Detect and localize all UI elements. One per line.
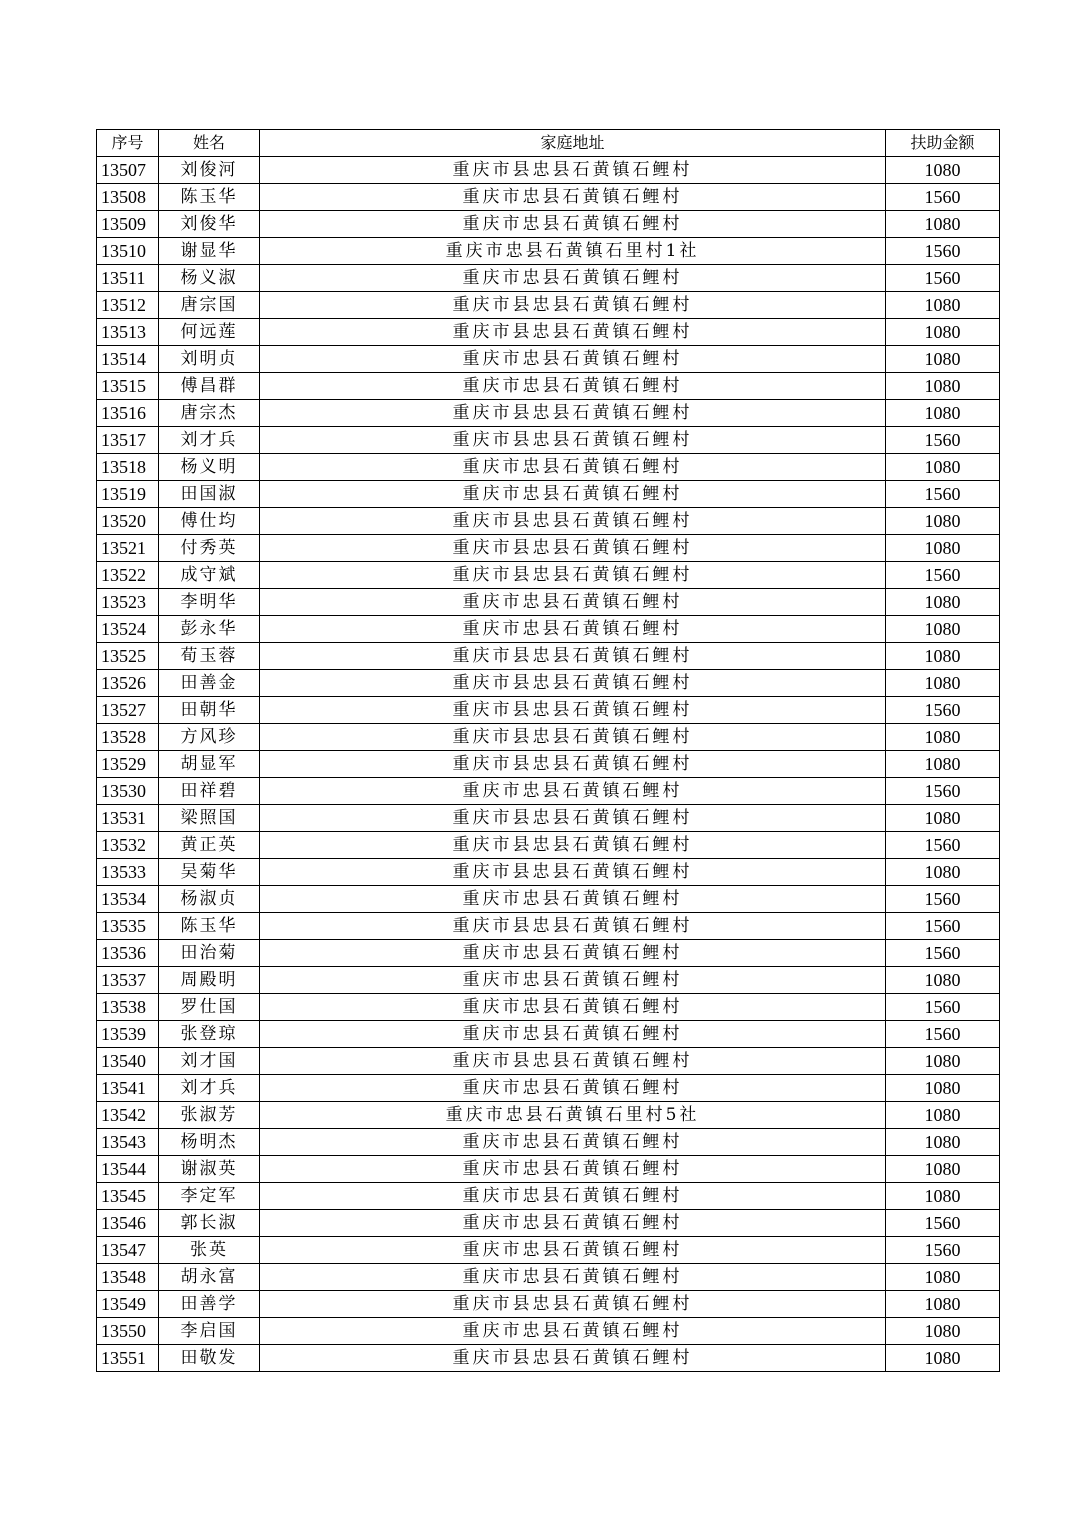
table-row <box>97 643 1000 670</box>
serial-number-cell: 13525 <box>97 643 159 670</box>
name-cell: 杨义淑 <box>159 265 260 292</box>
serial-number-cell: 13526 <box>97 670 159 697</box>
serial-number-cell: 13513 <box>97 319 159 346</box>
serial-number-cell: 13535 <box>97 913 159 940</box>
table-header <box>97 130 1000 157</box>
amount-cell: 1080 <box>886 1129 1000 1156</box>
address-cell: 重庆市忠县石黄镇石鲤村 <box>260 1237 886 1264</box>
amount-cell: 1080 <box>886 400 1000 427</box>
amount-cell: 1080 <box>886 1318 1000 1345</box>
table-row <box>97 1102 1000 1129</box>
name-cell: 刘俊河 <box>159 157 260 184</box>
name-cell: 李启国 <box>159 1318 260 1345</box>
serial-number-cell: 13529 <box>97 751 159 778</box>
address-cell: 重庆市县忠县石黄镇石鲤村 <box>260 292 886 319</box>
table-row <box>97 940 1000 967</box>
address-cell: 重庆市忠县石黄镇石鲤村 <box>260 1264 886 1291</box>
address-cell: 重庆市县忠县石黄镇石鲤村 <box>260 859 886 886</box>
header-row <box>97 130 1000 157</box>
table-row <box>97 1291 1000 1318</box>
amount-cell: 1560 <box>886 940 1000 967</box>
serial-number-cell: 13514 <box>97 346 159 373</box>
serial-number-cell: 13542 <box>97 1102 159 1129</box>
amount-cell: 1080 <box>886 508 1000 535</box>
name-cell: 张淑芳 <box>159 1102 260 1129</box>
amount-cell: 1080 <box>886 1102 1000 1129</box>
amount-cell: 1080 <box>886 643 1000 670</box>
serial-number-cell: 13512 <box>97 292 159 319</box>
serial-number-cell: 13531 <box>97 805 159 832</box>
name-cell: 李明华 <box>159 589 260 616</box>
serial-number-cell: 13537 <box>97 967 159 994</box>
header-serial-number: 序号 <box>97 130 159 157</box>
beneficiary-table <box>96 129 1000 1372</box>
table-row <box>97 373 1000 400</box>
address-cell: 重庆市县忠县石黄镇石鲤村 <box>260 805 886 832</box>
address-cell: 重庆市县忠县石黄镇石鲤村 <box>260 670 886 697</box>
amount-cell: 1080 <box>886 751 1000 778</box>
table-row <box>97 1129 1000 1156</box>
address-cell: 重庆市忠县石黄镇石鲤村 <box>260 778 886 805</box>
name-cell: 唐宗杰 <box>159 400 260 427</box>
amount-cell: 1560 <box>886 778 1000 805</box>
address-cell: 重庆市县忠县石黄镇石鲤村 <box>260 319 886 346</box>
table-row <box>97 562 1000 589</box>
serial-number-cell: 13547 <box>97 1237 159 1264</box>
table-row <box>97 292 1000 319</box>
amount-cell: 1560 <box>886 481 1000 508</box>
name-cell: 胡永富 <box>159 1264 260 1291</box>
address-cell: 重庆市忠县石黄镇石鲤村 <box>260 1021 886 1048</box>
serial-number-cell: 13524 <box>97 616 159 643</box>
address-cell: 重庆市忠县石黄镇石鲤村 <box>260 1156 886 1183</box>
table-row <box>97 859 1000 886</box>
serial-number-cell: 13509 <box>97 211 159 238</box>
amount-cell: 1080 <box>886 346 1000 373</box>
amount-cell: 1560 <box>886 886 1000 913</box>
serial-number-cell: 13539 <box>97 1021 159 1048</box>
serial-number-cell: 13550 <box>97 1318 159 1345</box>
amount-cell: 1080 <box>886 1183 1000 1210</box>
amount-cell: 1080 <box>886 859 1000 886</box>
address-cell: 重庆市忠县石黄镇石鲤村 <box>260 940 886 967</box>
serial-number-cell: 13536 <box>97 940 159 967</box>
name-cell: 杨淑贞 <box>159 886 260 913</box>
serial-number-cell: 13516 <box>97 400 159 427</box>
amount-cell: 1560 <box>886 238 1000 265</box>
amount-cell: 1080 <box>886 1048 1000 1075</box>
address-cell: 重庆市忠县石黄镇石鲤村 <box>260 211 886 238</box>
amount-cell: 1080 <box>886 805 1000 832</box>
amount-cell: 1560 <box>886 832 1000 859</box>
address-cell: 重庆市忠县石黄镇石鲤村 <box>260 373 886 400</box>
name-cell: 何远莲 <box>159 319 260 346</box>
header-home-address: 家庭地址 <box>260 130 886 157</box>
amount-cell: 1080 <box>886 319 1000 346</box>
amount-cell: 1080 <box>886 292 1000 319</box>
table-row <box>97 697 1000 724</box>
table-row <box>97 751 1000 778</box>
address-cell: 重庆市县忠县石黄镇石鲤村 <box>260 1345 886 1372</box>
amount-cell: 1560 <box>886 265 1000 292</box>
name-cell: 杨明杰 <box>159 1129 260 1156</box>
serial-number-cell: 13518 <box>97 454 159 481</box>
serial-number-cell: 13540 <box>97 1048 159 1075</box>
table-row <box>97 265 1000 292</box>
amount-cell: 1080 <box>886 1075 1000 1102</box>
table-row <box>97 616 1000 643</box>
table-body <box>97 157 1000 1372</box>
name-cell: 李定军 <box>159 1183 260 1210</box>
address-cell: 重庆市忠县石黄镇石鲤村 <box>260 967 886 994</box>
address-cell: 重庆市忠县石黄镇石鲤村 <box>260 454 886 481</box>
amount-cell: 1080 <box>886 670 1000 697</box>
amount-cell: 1080 <box>886 724 1000 751</box>
address-cell: 重庆市县忠县石黄镇石鲤村 <box>260 832 886 859</box>
address-cell: 重庆市忠县石黄镇石鲤村 <box>260 1129 886 1156</box>
serial-number-cell: 13507 <box>97 157 159 184</box>
table-row <box>97 1237 1000 1264</box>
table-row <box>97 1345 1000 1372</box>
name-cell: 杨义明 <box>159 454 260 481</box>
serial-number-cell: 13546 <box>97 1210 159 1237</box>
address-cell: 重庆市忠县石黄镇石鲤村 <box>260 1183 886 1210</box>
serial-number-cell: 13549 <box>97 1291 159 1318</box>
serial-number-cell: 13520 <box>97 508 159 535</box>
table-row <box>97 1021 1000 1048</box>
name-cell: 田治菊 <box>159 940 260 967</box>
address-cell: 重庆市忠县石黄镇石鲤村 <box>260 886 886 913</box>
table-row <box>97 535 1000 562</box>
table-row <box>97 238 1000 265</box>
amount-cell: 1080 <box>886 373 1000 400</box>
address-cell: 重庆市忠县石黄镇石鲤村 <box>260 265 886 292</box>
table-row <box>97 427 1000 454</box>
address-cell: 重庆市县忠县石黄镇石鲤村 <box>260 157 886 184</box>
name-cell: 谢淑英 <box>159 1156 260 1183</box>
amount-cell: 1080 <box>886 1264 1000 1291</box>
address-cell: 重庆市忠县石黄镇石鲤村 <box>260 589 886 616</box>
address-cell: 重庆市县忠县石黄镇石鲤村 <box>260 724 886 751</box>
address-cell: 重庆市忠县石黄镇石里村1社 <box>260 238 886 265</box>
amount-cell: 1080 <box>886 454 1000 481</box>
table-row <box>97 1183 1000 1210</box>
serial-number-cell: 13534 <box>97 886 159 913</box>
address-cell: 重庆市县忠县石黄镇石鲤村 <box>260 1048 886 1075</box>
address-cell: 重庆市忠县石黄镇石里村5社 <box>260 1102 886 1129</box>
name-cell: 刘才国 <box>159 1048 260 1075</box>
table-row <box>97 508 1000 535</box>
table-row <box>97 211 1000 238</box>
serial-number-cell: 13519 <box>97 481 159 508</box>
amount-cell: 1560 <box>886 1237 1000 1264</box>
serial-number-cell: 13533 <box>97 859 159 886</box>
serial-number-cell: 13523 <box>97 589 159 616</box>
name-cell: 田善学 <box>159 1291 260 1318</box>
table-row <box>97 724 1000 751</box>
table-row <box>97 1048 1000 1075</box>
address-cell: 重庆市县忠县石黄镇石鲤村 <box>260 643 886 670</box>
address-cell: 重庆市县忠县石黄镇石鲤村 <box>260 751 886 778</box>
address-cell: 重庆市县忠县石黄镇石鲤村 <box>260 1291 886 1318</box>
address-cell: 重庆市县忠县石黄镇石鲤村 <box>260 562 886 589</box>
name-cell: 田善金 <box>159 670 260 697</box>
serial-number-cell: 13510 <box>97 238 159 265</box>
name-cell: 黄正英 <box>159 832 260 859</box>
serial-number-cell: 13517 <box>97 427 159 454</box>
header-name: 姓名 <box>159 130 260 157</box>
address-cell: 重庆市县忠县石黄镇石鲤村 <box>260 400 886 427</box>
amount-cell: 1560 <box>886 697 1000 724</box>
table-row <box>97 805 1000 832</box>
address-cell: 重庆市忠县石黄镇石鲤村 <box>260 1075 886 1102</box>
table-row <box>97 157 1000 184</box>
table-row <box>97 1210 1000 1237</box>
serial-number-cell: 13544 <box>97 1156 159 1183</box>
name-cell: 胡显军 <box>159 751 260 778</box>
table-row <box>97 481 1000 508</box>
name-cell: 刘才兵 <box>159 1075 260 1102</box>
address-cell: 重庆市县忠县石黄镇石鲤村 <box>260 508 886 535</box>
amount-cell: 1560 <box>886 1210 1000 1237</box>
table-row <box>97 994 1000 1021</box>
address-cell: 重庆市忠县石黄镇石鲤村 <box>260 184 886 211</box>
amount-cell: 1560 <box>886 184 1000 211</box>
serial-number-cell: 13548 <box>97 1264 159 1291</box>
name-cell: 张登琼 <box>159 1021 260 1048</box>
amount-cell: 1080 <box>886 157 1000 184</box>
name-cell: 张英 <box>159 1237 260 1264</box>
table-row <box>97 913 1000 940</box>
serial-number-cell: 13508 <box>97 184 159 211</box>
name-cell: 荀玉蓉 <box>159 643 260 670</box>
amount-cell: 1560 <box>886 913 1000 940</box>
name-cell: 田敬发 <box>159 1345 260 1372</box>
table-row <box>97 346 1000 373</box>
name-cell: 田国淑 <box>159 481 260 508</box>
amount-cell: 1080 <box>886 967 1000 994</box>
amount-cell: 1560 <box>886 994 1000 1021</box>
amount-cell: 1080 <box>886 616 1000 643</box>
serial-number-cell: 13515 <box>97 373 159 400</box>
amount-cell: 1560 <box>886 562 1000 589</box>
serial-number-cell: 13521 <box>97 535 159 562</box>
serial-number-cell: 13545 <box>97 1183 159 1210</box>
serial-number-cell: 13511 <box>97 265 159 292</box>
table-row <box>97 1318 1000 1345</box>
amount-cell: 1560 <box>886 427 1000 454</box>
address-cell: 重庆市忠县石黄镇石鲤村 <box>260 994 886 1021</box>
serial-number-cell: 13543 <box>97 1129 159 1156</box>
name-cell: 唐宗国 <box>159 292 260 319</box>
name-cell: 田祥碧 <box>159 778 260 805</box>
table-row <box>97 778 1000 805</box>
name-cell: 周殿明 <box>159 967 260 994</box>
table-row <box>97 400 1000 427</box>
name-cell: 陈玉华 <box>159 184 260 211</box>
name-cell: 田朝华 <box>159 697 260 724</box>
address-cell: 重庆市县忠县石黄镇石鲤村 <box>260 427 886 454</box>
name-cell: 罗仕国 <box>159 994 260 1021</box>
table-row <box>97 967 1000 994</box>
name-cell: 郭长淑 <box>159 1210 260 1237</box>
table-row <box>97 670 1000 697</box>
serial-number-cell: 13522 <box>97 562 159 589</box>
name-cell: 方风珍 <box>159 724 260 751</box>
amount-cell: 1080 <box>886 1345 1000 1372</box>
header-support-amount: 扶助金额 <box>886 130 1000 157</box>
name-cell: 傅仕均 <box>159 508 260 535</box>
address-cell: 重庆市忠县石黄镇石鲤村 <box>260 481 886 508</box>
name-cell: 陈玉华 <box>159 913 260 940</box>
table-row <box>97 886 1000 913</box>
name-cell: 成守斌 <box>159 562 260 589</box>
serial-number-cell: 13532 <box>97 832 159 859</box>
table-row <box>97 1075 1000 1102</box>
table-row <box>97 1156 1000 1183</box>
amount-cell: 1080 <box>886 1291 1000 1318</box>
serial-number-cell: 13528 <box>97 724 159 751</box>
table-row <box>97 1264 1000 1291</box>
address-cell: 重庆市忠县石黄镇石鲤村 <box>260 616 886 643</box>
serial-number-cell: 13527 <box>97 697 159 724</box>
serial-number-cell: 13538 <box>97 994 159 1021</box>
name-cell: 彭永华 <box>159 616 260 643</box>
amount-cell: 1560 <box>886 1021 1000 1048</box>
name-cell: 刘才兵 <box>159 427 260 454</box>
name-cell: 梁照国 <box>159 805 260 832</box>
address-cell: 重庆市县忠县石黄镇石鲤村 <box>260 913 886 940</box>
name-cell: 谢显华 <box>159 238 260 265</box>
amount-cell: 1080 <box>886 211 1000 238</box>
address-cell: 重庆市忠县石黄镇石鲤村 <box>260 1318 886 1345</box>
address-cell: 重庆市忠县石黄镇石鲤村 <box>260 1210 886 1237</box>
name-cell: 傅昌群 <box>159 373 260 400</box>
table-row <box>97 184 1000 211</box>
serial-number-cell: 13541 <box>97 1075 159 1102</box>
table-row <box>97 454 1000 481</box>
address-cell: 重庆市县忠县石黄镇石鲤村 <box>260 697 886 724</box>
table-row <box>97 319 1000 346</box>
serial-number-cell: 13551 <box>97 1345 159 1372</box>
address-cell: 重庆市县忠县石黄镇石鲤村 <box>260 535 886 562</box>
table-row <box>97 832 1000 859</box>
table-row <box>97 589 1000 616</box>
address-cell: 重庆市忠县石黄镇石鲤村 <box>260 346 886 373</box>
name-cell: 付秀英 <box>159 535 260 562</box>
serial-number-cell: 13530 <box>97 778 159 805</box>
amount-cell: 1080 <box>886 589 1000 616</box>
name-cell: 刘明贞 <box>159 346 260 373</box>
name-cell: 刘俊华 <box>159 211 260 238</box>
amount-cell: 1080 <box>886 1156 1000 1183</box>
amount-cell: 1080 <box>886 535 1000 562</box>
name-cell: 吴菊华 <box>159 859 260 886</box>
